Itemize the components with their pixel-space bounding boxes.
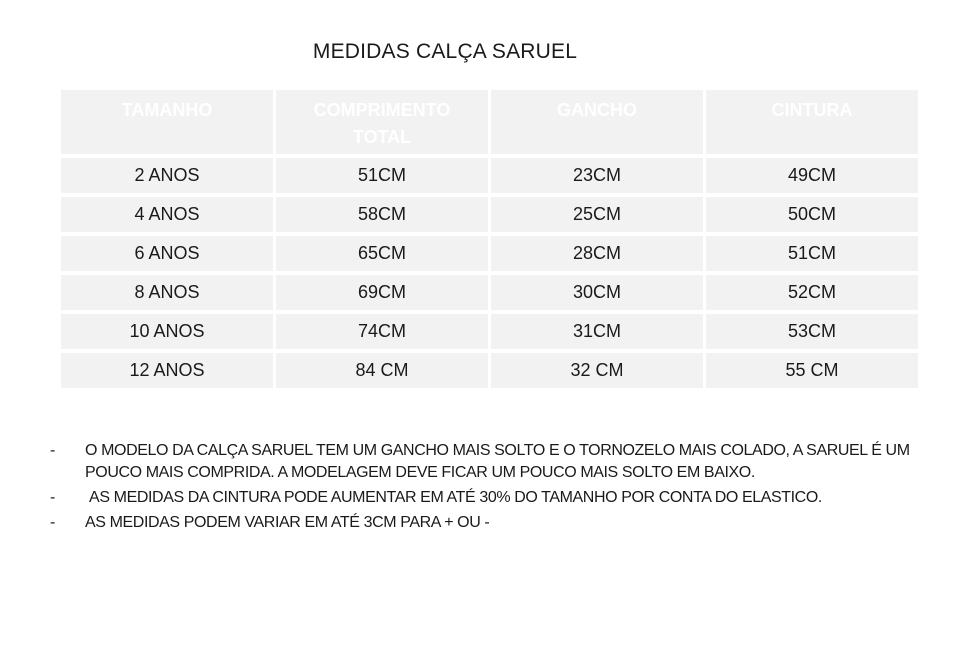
cell-cintura: 51CM [706,236,918,271]
table-row-2-anos [61,158,918,193]
size-chart-table [58,86,921,392]
note-text: AS MEDIDAS DA CINTURA PODE AUMENTAR EM ATÉ 30% DO TAMANHO POR CONTA DO ELASTICO. [85,489,822,506]
size-chart-body [61,158,918,388]
cell-comprimento: 69CM [276,275,488,310]
cell-comprimento: 74CM [276,314,488,349]
cell-size: 4 ANOS [61,197,273,232]
cell-cintura: 49CM [706,158,918,193]
table-row-10-anos [61,314,918,349]
column-header-comprimento-total-label: COMPRIMENTO TOTAL [313,100,451,147]
column-header-gancho [491,90,703,154]
column-header-gancho-label: GANCHO [557,100,637,120]
cell-size: 6 ANOS [61,236,273,271]
column-header-cintura [706,90,918,154]
table-row-6-anos [61,236,918,271]
cell-gancho: 23CM [491,158,703,193]
cell-comprimento: 58CM [276,197,488,232]
cell-comprimento: 84 CM [276,353,488,388]
cell-comprimento: 65CM [276,236,488,271]
column-header-tamanho-label: TAMANHO [121,100,213,120]
cell-size: 8 ANOS [61,275,273,310]
cell-cintura: 50CM [706,197,918,232]
cell-gancho: 30CM [491,275,703,310]
header-row [61,90,918,154]
table-row-12-anos [61,353,918,388]
table-row-8-anos [61,275,918,310]
cell-cintura: 55 CM [706,353,918,388]
cell-comprimento: 51CM [276,158,488,193]
note-item-variacao [50,512,930,534]
cell-gancho: 31CM [491,314,703,349]
cell-gancho: 28CM [491,236,703,271]
cell-size: 10 ANOS [61,314,273,349]
table-row-4-anos [61,197,918,232]
size-chart-header [61,90,918,154]
cell-size: 2 ANOS [61,158,273,193]
column-header-cintura-label: CINTURA [771,100,853,120]
note-item-cintura-elastico [50,487,930,509]
dash-bullet: - [50,489,55,506]
cell-size: 12 ANOS [61,353,273,388]
cell-gancho: 32 CM [491,353,703,388]
note-text: AS MEDIDAS PODEM VARIAR EM ATÉ 3CM PARA + OU - [85,514,490,531]
dash-bullet: - [50,442,55,459]
page-title: MEDIDAS CALÇA SARUEL [312,40,578,63]
note-item-modelo [50,440,930,484]
cell-cintura: 52CM [706,275,918,310]
column-header-tamanho [61,90,273,154]
cell-cintura: 53CM [706,314,918,349]
dash-bullet: - [50,514,55,531]
note-text: O MODELO DA CALÇA SARUEL TEM UM GANCHO MAIS SOLTO E O TORNOZELO MAIS COLADO, A SARUEL É UM POUCO MAIS COMPRIDA. A MODELAGEM DEVE FICAR UM POUCO MAIS SOLTO EM BAIXO. [85,442,914,481]
notes-list [50,440,930,537]
column-header-comprimento-total [276,90,488,154]
cell-gancho: 25CM [491,197,703,232]
